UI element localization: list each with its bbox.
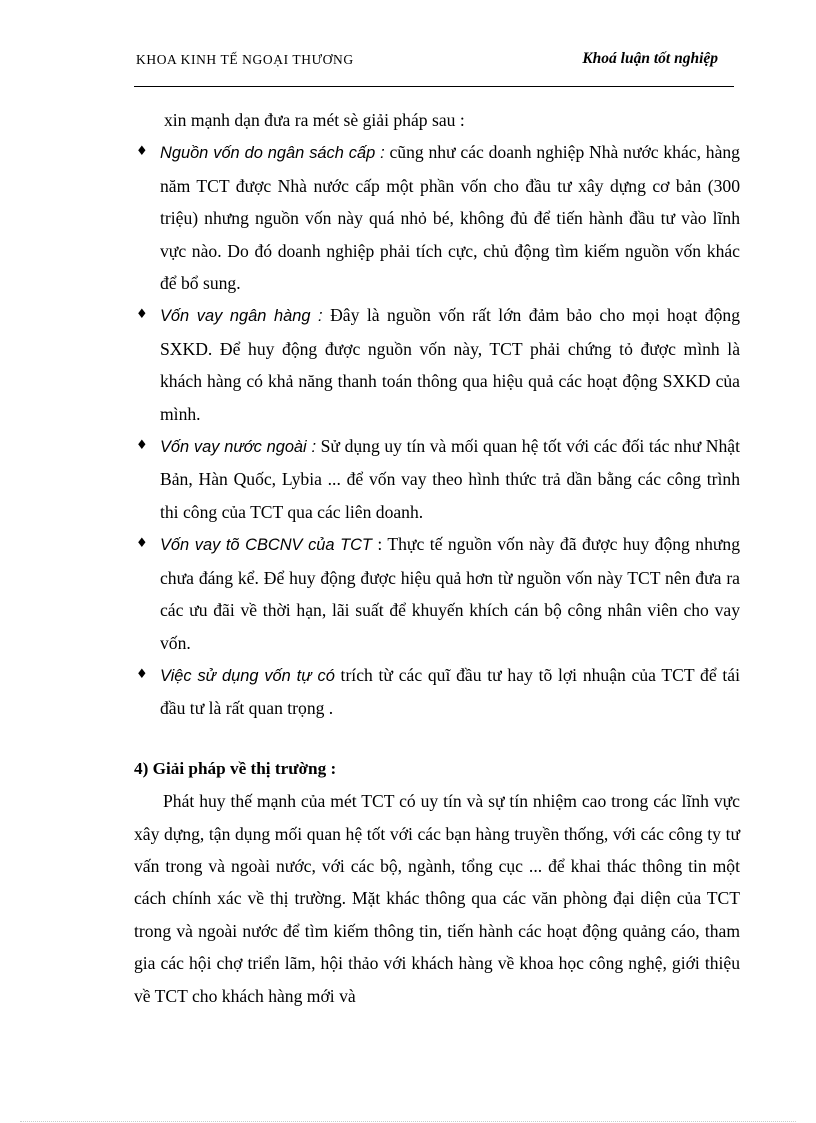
bullet-item-budget-capital — [134, 136, 740, 299]
bullet-paragraph — [160, 430, 740, 528]
bullet-lead: Vốn vay ngân hàng : — [160, 307, 323, 326]
bullet-item-bank-loans — [134, 299, 740, 430]
bullet-item-own-capital — [134, 659, 740, 725]
diamond-bullet-icon: ♦ — [136, 307, 148, 323]
bullet-lead: Vốn vay tõ CBCNV của TCT — [160, 536, 372, 555]
bullet-paragraph — [160, 136, 740, 299]
section-heading: 4) Giải pháp về thị trường : — [134, 758, 337, 778]
diamond-bullet-icon: ♦ — [136, 536, 148, 552]
bullet-text: Đây là nguồn vốn rất lớn đảm bảo cho mọi hoạt động SXKD. Để huy động được nguồn vốn này, TCT phải chứng tỏ được mình là khách hàng có khả năng thanh toán thông qua hiệu quả các hoạt động SXKD của mình. — [160, 305, 740, 424]
diamond-bullet-icon: ♦ — [136, 144, 148, 160]
section-paragraph: Phát huy thế mạnh của mét TCT có uy tín và sự tín nhiệm cao trong các lĩnh vực xây dựng, tận dụng mối quan hệ tốt với các bạn hàng truyền thống, với các công ty tư vấn trong và ngoài nước, với các bộ, ngành, tổng cục ... để khai thác thông tin một cách chính xác về thị trường. Mặt khác thông qua các văn phòng đại diện của TCT trong và ngoài nước để tìm kiếm thông tin, tiến hành các hoạt động quảng cáo, tham gia các hội chợ triển lãm, hội thảo với khách hàng về khoa học công nghệ, giới thiệu về TCT cho khách hàng mới và — [134, 791, 740, 1006]
bullet-paragraph — [160, 528, 740, 659]
header-document-type: Khoá luận tốt nghiệp — [582, 50, 718, 67]
diamond-bullet-icon: ♦ — [136, 666, 148, 682]
bullet-item-employee-loans — [134, 528, 740, 659]
bullet-text: : Thực tế nguồn vốn này đã được huy động nhưng chưa đáng kể. Để huy động được hiệu quả hơn từ nguồn vốn này TCT nên đưa ra các ưu đãi về thời hạn, lãi suất để khuyến khích cán bộ công nhân viên cho vay vốn. — [160, 534, 740, 653]
document-body — [134, 104, 740, 1012]
bullet-text: cũng như các doanh nghiệp Nhà nước khác, hàng năm TCT được Nhà nước cấp một phần vốn cho đầu tư xây dựng cơ bản (300 triệu) nhưng nguồn vốn này quá nhỏ bé, không đủ để tiến hành đầu tư vào lĩnh vực nào. Do đó doanh nghiệp phải tích cực, chủ động tìm kiếm nguồn vốn khác để bổ sung. — [160, 142, 740, 294]
header-divider — [134, 86, 734, 87]
bullet-paragraph — [160, 659, 740, 725]
intro-line: xin mạnh dạn đưa ra mét sè giải pháp sau : — [164, 110, 465, 130]
bullet-lead: Việc sử dụng vốn tự có — [160, 666, 335, 685]
bullet-text: Sử dụng uy tín và mối quan hệ tốt với các đối tác như Nhật Bản, Hàn Quốc, Lybia ... để vốn vay theo hình thức trả dần bằng các công trình thi công của TCT qua các liên doanh. — [160, 436, 740, 522]
bullet-lead: Vốn vay nước ngoài : — [160, 438, 317, 457]
bullet-text: trích từ các quĩ đầu tư hay tõ lợi nhuận của TCT để tái đầu tư là rất quan trọng . — [160, 664, 740, 719]
bullet-paragraph — [160, 299, 740, 430]
page-bottom-border — [20, 1121, 796, 1122]
diamond-bullet-icon: ♦ — [136, 438, 148, 454]
bullet-lead: Nguồn vốn do ngân sách cấp : — [160, 144, 385, 163]
page-header — [134, 50, 734, 74]
bullet-item-foreign-loans — [134, 430, 740, 528]
header-faculty: KHOA KINH TẾ NGOẠI THƯƠNG — [136, 52, 354, 67]
